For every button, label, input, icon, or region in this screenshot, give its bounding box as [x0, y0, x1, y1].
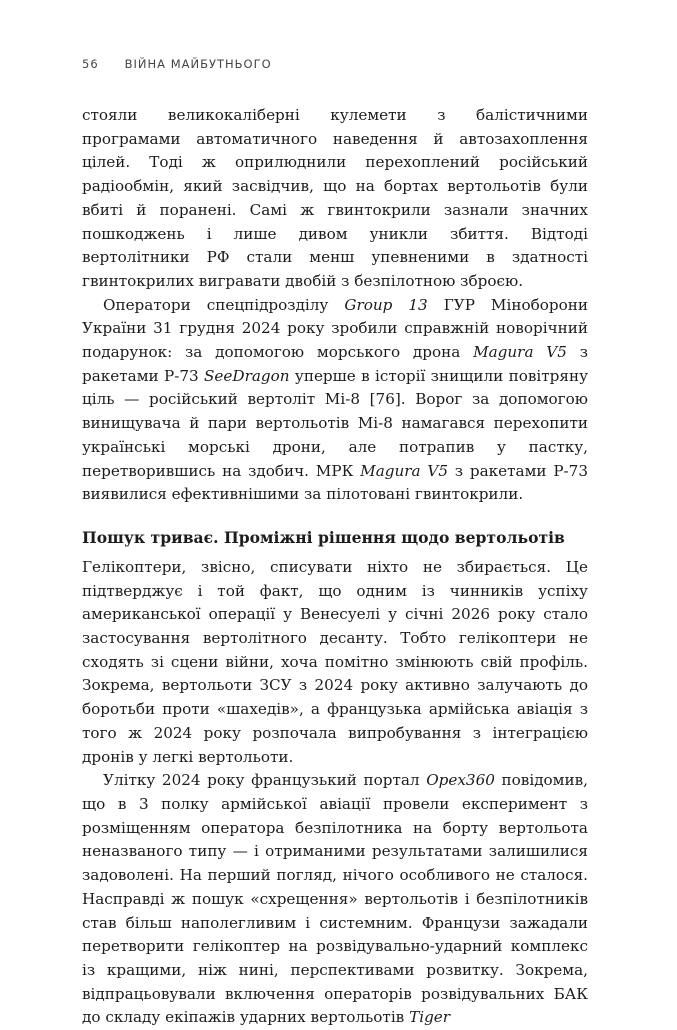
section-heading: Пошук триває. Проміжні рішення щодо вертольотів [82, 527, 565, 547]
text-run: уперше в історії знищили повітряну ціль — російський вертоліт Мі-8 [76]. Ворог за допомогою винищувача й пари вертольотів Мі-8 намагався перехопити українські морські дрони, але потрапив у пастку, перетворившись на здобич. МРК [82, 366, 589, 480]
text-run: повідомив, що в 3 полку армійської авіації провели експеримент з розміщенням оператора безпілотника на борту вертольота неназваного типу — і отриманими результатами залишилися задоволені. На перший погляд, нічого особливого не сталося. Насправді ж пошук «схрещення» вертольотів і безпілотників став більш наполегливим і системним. Французи зажадали перетворити гелікоптер на розвідувально-ударний комплекс із кращими, ніж нині, перспективами розвитку. Зокрема, відпрацьовували включення операторів розвідувальних БАК до складу екіпажів ударних вертольотів [82, 771, 589, 1027]
italic-run: Magura V5 [360, 461, 448, 480]
paragraph-opex360 [82, 769, 588, 1030]
text-run: ГУР Міноборони України 31 грудня 2024 року зробили справжній новорічний подарунок: за допомогою морського дрона [82, 295, 589, 362]
italic-run: Opex360 [426, 771, 495, 790]
italic-run: Magura V5 [473, 343, 567, 362]
running-header [82, 57, 272, 71]
paragraph-continuation: стояли великокаліберні кулемети з балістичними програмами автоматичного наведення й автозахоплення цілей. Тоді ж оприлюднили перехоплений російський радіообмін, який засвідчив, що на бортах вертольотів були вбиті й поранені. Самі ж гвинтокрили зазнали значних пошкоджень і лише дивом уникли збиття. Відтоді вертолітники РФ стали менш упевненими в здатності гвинтокрилих вигравати двобій з безпілотною зброєю. [82, 106, 588, 290]
italic-run: SeeDragon [204, 366, 290, 385]
running-title: ВІЙНА МАЙБУТНЬОГО [124, 57, 272, 71]
text-run: Оператори спецпідрозділу [103, 295, 345, 314]
paragraph-helicopters: Гелікоптери, звісно, списувати ніхто не збирається. Це підтверджує і той факт, що одним із чинників успіху американської операції у Венесуелі у січні 2026 року стало застосування вертолітного десанту. Тобто гелікоптери не сходять зі сцени війни, хоча помітно змінюють свій профіль. Зокрема, вертольоти ЗСУ з 2024 року активно залучають до боротьби проти «шахедів», а французька армійська авіація з того ж 2024 року розпочала випробування з інтеграцією дронів у легкі вертольоти. [82, 557, 588, 766]
italic-run: Group 13 [344, 295, 428, 314]
text-run: з ракетами Р-73 виявилися ефективнішими за пілотовані гвинтокрили. [82, 461, 588, 504]
text-run: Улітку 2024 року французький портал [103, 771, 427, 790]
text-run: з ракетами Р-73 [82, 343, 588, 385]
italic-run: Tiger [409, 1008, 451, 1027]
page-number: 56 [82, 57, 99, 71]
page-body [82, 104, 588, 1030]
paragraph-group13 [82, 294, 588, 507]
